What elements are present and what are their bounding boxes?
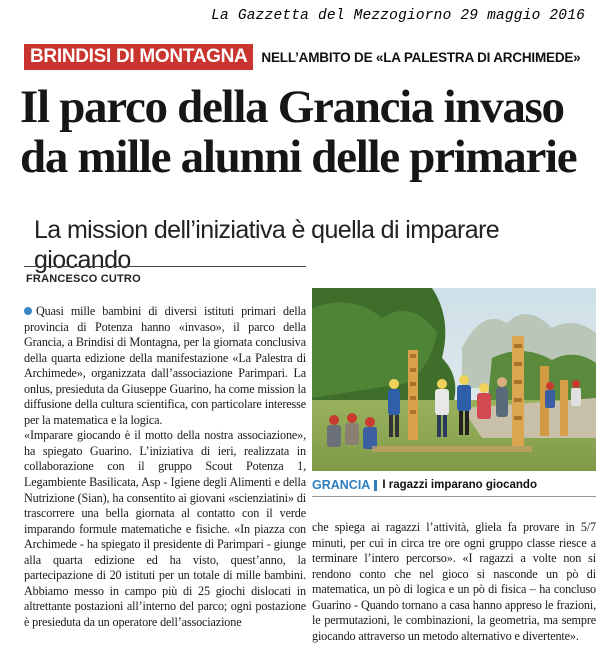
headline-line-2: da mille alunni delle primarie xyxy=(20,131,577,183)
caption-divider xyxy=(312,496,596,497)
kicker-row xyxy=(24,44,594,70)
byline-divider xyxy=(24,266,306,267)
subheadline: La mission dell’iniziativa è quella di imparare giocando xyxy=(34,216,500,274)
caption-separator xyxy=(374,480,377,491)
paragraph-2: «Imparare giocando è il motto della nostra associazione», ha spiegato Guarino. L’iniziativa di ieri, realizzata in collaborazione con il gruppo Scout Potenza 1, Legambiente Basilicata, Asp - Igiene degli Alimenti e della Nutrizione (Sian), ha consentito ai giovani «scienziatini» di trascorrere una bella giornata al contatto con il verde imparando formule matematiche e fisiche. «In piazza con Archimede - ha spiegato il presidente di Parimpari - giunge alla quarta edizione ed ha visto, quest’anno, la partecipazione di 20 istituti per un totale di mille bambini. Abbiamo messo in campo più di 25 giochi dislocati in altrettante postazioni all’interno del parco; ogni postazione è presieduta da un operatore dell’associazione xyxy=(24,428,306,629)
caption-text: I ragazzi imparano giocando xyxy=(382,479,537,491)
bullet-dot-icon xyxy=(24,307,32,315)
headline xyxy=(20,82,600,182)
article-column-right xyxy=(312,520,596,644)
photo-caption xyxy=(312,475,596,495)
byline: FRANCESCO CUTRO xyxy=(26,273,141,285)
paragraph-1-text: Quasi mille bambini di diversi istituti primari della provincia di Potenza hanno «invaso», il parco della Grancia, a Brindisi di Montagna, per la giornata conclusiva della quarta edizione della manifestazione «La Palestra di Archimede», organizzata dall’associazione Parimpari. La onlus, presieduta da Giuseppe Guarino, ha come mission la diffusione della cultura scientifica, con particolare interesse per la matematica e la logica. xyxy=(24,304,306,427)
location-tag: BRINDISI DI MONTAGNA xyxy=(24,44,253,70)
article-column-left xyxy=(24,304,306,630)
context-label: NELL’AMBITO DE «LA PALESTRA DI ARCHIMEDE» xyxy=(261,49,581,65)
caption-tag: GRANCIA xyxy=(312,478,371,492)
headline-line-1: Il parco della Grancia invaso xyxy=(20,81,564,133)
article-photo xyxy=(312,288,596,471)
paragraph-3: che spiega ai ragazzi l’attività, gliela fa provare in 5/7 minuti, per cui in circa tre ore ogni gruppo classe riesce a terminare l’intero percorso». «I ragazzi a volte non si rendono conto che nel gioco si nasconde un pò di matematica, un pò di logica e un pò di fisica – ha concluso Guarino - Quando tornano a casa hanno appreso le frazioni, le permutazioni, le combinazioni, la geometria, ma sempre giocando attraverso un metodo alternativo e divertente». xyxy=(312,520,596,643)
newspaper-masthead: La Gazzetta del Mezzogiorno 29 maggio 2016 xyxy=(211,8,585,24)
paragraph-1 xyxy=(24,304,306,428)
